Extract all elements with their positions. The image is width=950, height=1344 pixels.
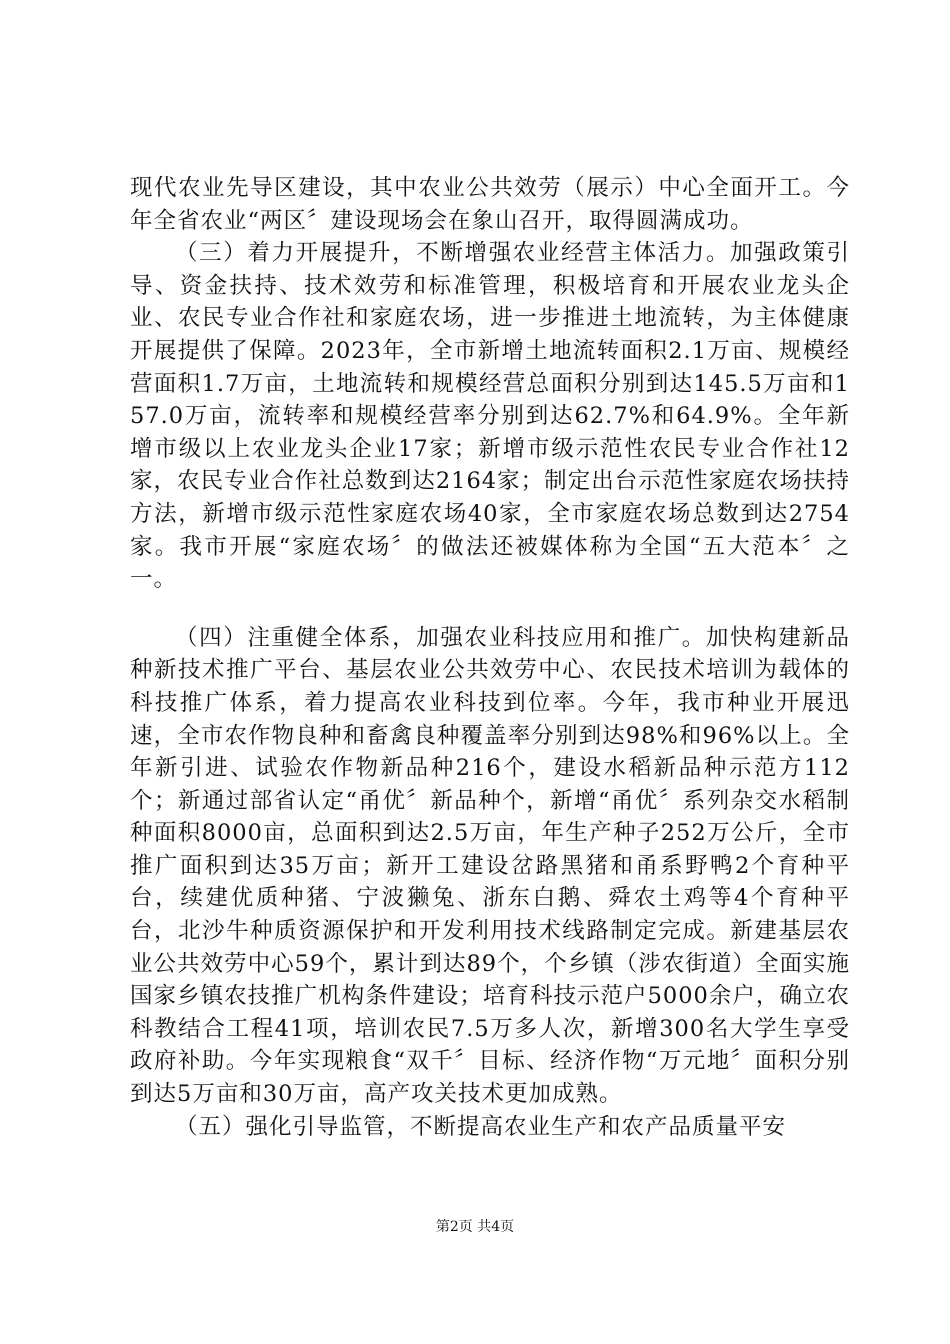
paragraph-section-5: （五）强化引导监管，不断提高农业生产和农产品质量平安 bbox=[175, 1113, 787, 1140]
paragraph-continuation: 现代农业先导区建设，其中农业公共效劳（展示）中心全面开工。今年全省农业“两区〞建设现场会在象山召开，取得圆满成功。 bbox=[130, 175, 850, 234]
paragraph-gap bbox=[130, 596, 850, 622]
document-body bbox=[130, 172, 850, 1143]
page-footer: 第2页 共4页 bbox=[435, 1219, 515, 1235]
paragraph-section-4: （四）注重健全体系，加强农业科技应用和推广。加快构建新品种新技术推广平台、基层农业公共效劳中心、农民技术培训为载体的科技推广体系，着力提高农业科技到位率。今年，我市种业开展迅速，全市农作物良种和畜禽良种覆盖率分别到达98%和96%以上。全年新引进、试验农作物新品种216个，建设水稻新品种示范方112个；新通过部省认定“甬优〞新品种个，新增“甬优〞系列杂交水稻制种面积8000亩，总面积到达2.5万亩，年生产种子252万公斤，全市推广面积到达35万亩；新开工建设岔路黑猪和甬系野鸭2个育种平台，续建优质种猪、宁波獭兔、浙东白鹅、舜农土鸡等4个育种平台，北沙牛种质资源保护和开发利用技术线路制定完成。新建基层农业公共效劳中心59个，累计到达89个，个乡镇（涉农街道）全面实施国家乡镇农技推广机构条件建设；培育科技示范户5000余户，确立农科教结合工程41项，培训农民7.5万多人次，新增300名大学生享受政府补助。今年实现粮食“双千〞目标、经济作物“万元地〞面积分别到达5万亩和30万亩，高产攻关技术更加成熟。 bbox=[130, 624, 850, 1108]
paragraph-section-3: （三）着力开展提升，不断增强农业经营主体活力。加强政策引导、资金扶持、技术效劳和标准管理，积极培育和开展农业龙头企业、农民专业合作社和家庭农场，进一步推进土地流转，为主体健康开展提供了保障。2023年，全市新增土地流转面积2.1万亩、规模经营面积1.7万亩，土地流转和规模经营总面积分别到达145.5万亩和157.0万亩，流转率和规模经营率分别到达62.7%和64.9%。全年新增市级以上农业龙头企业17家；新增市级示范性农民专业合作社12家，农民专业合作社总数到达2164家；制定出台示范性家庭农场扶持方法，新增市级示范性家庭农场40家，全市家庭农场总数到达2754家。我市开展“家庭农场〞的做法还被媒体称为全国“五大范本〞之一。 bbox=[130, 240, 850, 593]
